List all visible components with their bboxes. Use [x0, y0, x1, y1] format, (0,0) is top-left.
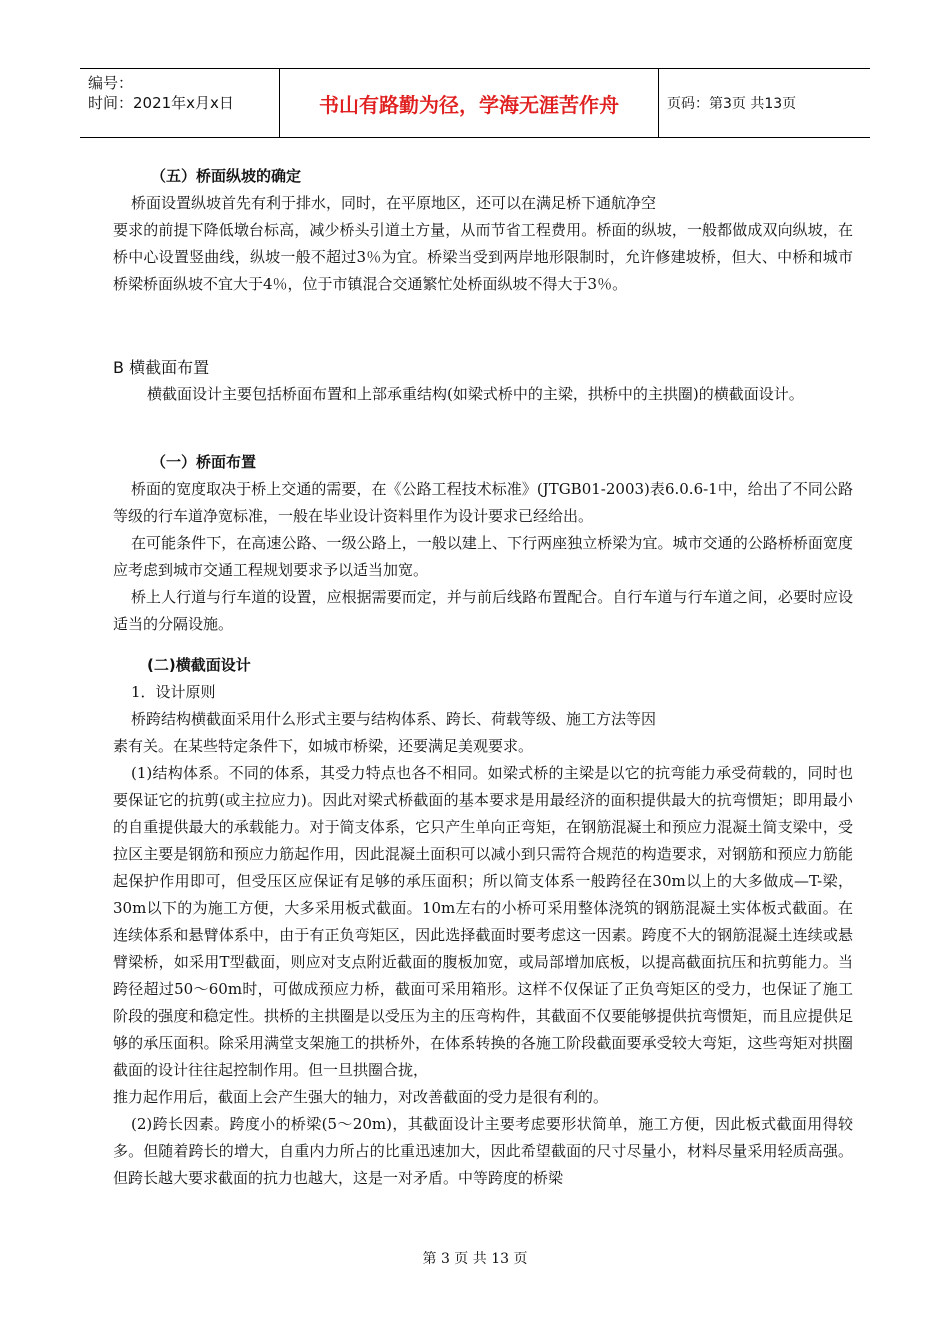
header-left-cell	[80, 69, 280, 137]
section-b-intro: 横截面设计主要包括桥面布置和上部承重结构(如梁式桥中的主梁，拱桥中的主拱圈)的横截面设计。	[147, 385, 804, 403]
section-2-para-2-last: 推力起作用后，截面上会产生强大的轴力，对改善截面的受力是很有利的。	[113, 1088, 609, 1106]
date-line: 时间：2021年x月x日	[88, 94, 234, 112]
section-2-heading: (二)横截面设计	[147, 656, 251, 674]
section-2-subheading: 1．设计原则	[131, 683, 216, 701]
code-label: 编号：	[88, 74, 134, 92]
section-2-para-1-line2: 素有关。在某些特定条件下，如城市桥梁，还要满足美观要求。	[113, 737, 534, 755]
section-1-heading: （一）桥面布置	[151, 453, 257, 471]
section-5-para-line1: 桥面设置纵坡首先有利于排水，同时，在平原地区，还可以在满足桥下通航净空	[131, 194, 657, 212]
motto: 书山有路勤为径，学海无涯苦作舟	[280, 69, 659, 137]
page-info: 页码：第3页 共13页	[667, 96, 797, 112]
section-2-para-3: (2)跨长因素。跨度小的桥梁(5～20m)，其截面设计主要考虑要形状简单，施工方便，因此板式截面用得较多。但随着跨长的增大，自重内力所占的比重迅速加大，因此希望截面的尺寸尽量小，材料尽量采用轻质高强。但跨长越大要求截面的抗力也越大，这是一对矛盾。中等跨度的桥梁	[113, 1115, 853, 1187]
section-2	[113, 652, 853, 1192]
section-1-para-3: 桥上人行道与行车道的设置，应根据需要而定，并与前后线路布置配合。自行车道与行车道之间，必要时应设适当的分隔设施。	[113, 588, 853, 633]
section-1-para-2: 在可能条件下，在高速公路、一级公路上，一般以建上、下行两座独立桥梁为宜。城市交通的公路桥桥面宽度应考虑到城市交通工程规划要求予以适当加宽。	[113, 534, 853, 579]
section-b-heading: B 横截面布置	[113, 358, 210, 377]
section-2-para-1-line1: 桥跨结构横截面采用什么形式主要与结构体系、跨长、荷载等级、施工方法等因	[131, 710, 657, 728]
page-header	[80, 68, 870, 138]
section-1-para-1: 桥面的宽度取决于桥上交通的需要，在《公路工程技术标准》(JTGB01-2003)表6.0.6-1中，给出了不同公路等级的行车道净宽标准，一般在毕业设计资料里作为设计要求已经给出。	[113, 480, 853, 525]
section-2-para-2: (1)结构体系。不同的体系，其受力特点也各不相同。如梁式桥的主梁是以它的抗弯能力承受荷载的，同时也要保证它的抗剪(或主拉应力)。因此对梁式桥截面的基本要求是用最经济的面积提供最大的抗弯惯矩；即用最小的自重提供最大的承载能力。对于简支体系，它只产生单向正弯矩，在钢筋混凝土和预应力混凝土简支梁中，受拉区主要是钢筋和预应力筋起作用，因此混凝土面积可以减小到只需符合规范的构造要求，对钢筋和预应力筋能起保护作用即可，但受压区应保证有足够的承压面积；所以简支体系一般跨径在30m以上的大多做成—T-梁，30m以下的为施工方便，大多采用板式截面。10m左右的小桥可采用整体浇筑的钢筋混凝土实体板式截面。在连续体系和悬臂体系中，由于有正负弯矩区，因此选择截面时要考虑这一因素。跨度不大的钢筋混凝土连续或悬臂梁桥，如采用T型截面，则应对支点附近截面的腹板加宽，或局部增加底板，以提高截面抗压和抗剪能力。当跨径超过50～60m时，可做成预应力桥，截面可采用箱形。这样不仅保证了正负弯矩区的受力，也保证了施工阶段的强度和稳定性。拱桥的主拱圈是以受压为主的压弯构件，其截面不仅要能够提供抗弯惯矩，而且应提供足够的承压面积。除采用满堂支架施工的拱桥外，在体系转换的各施工阶段截面要承受较大弯矩，这些弯矩对拱圈截面的设计往往起控制作用。但一旦拱圈合拢，	[113, 764, 853, 1079]
page-footer: 第 3 页 共 13 页	[422, 1251, 528, 1267]
section-5-para-rest: 要求的前提下降低墩台标高，减少桥头引道土方量，从而节省工程费用。桥面的纵坡，一般都做成双向纵坡，在桥中心设置竖曲线，纵坡一般不超过3％为宜。桥梁当受到两岸地形限制时，允许修建坡桥，但大、中桥和城市桥梁桥面纵坡不宜大于4％，位于市镇混合交通繁忙处桥面纵坡不得大于3％。	[113, 221, 853, 293]
section-b	[113, 354, 853, 408]
section-1	[113, 449, 853, 638]
section-5	[113, 163, 853, 298]
section-5-heading: （五）桥面纵坡的确定	[151, 167, 302, 185]
